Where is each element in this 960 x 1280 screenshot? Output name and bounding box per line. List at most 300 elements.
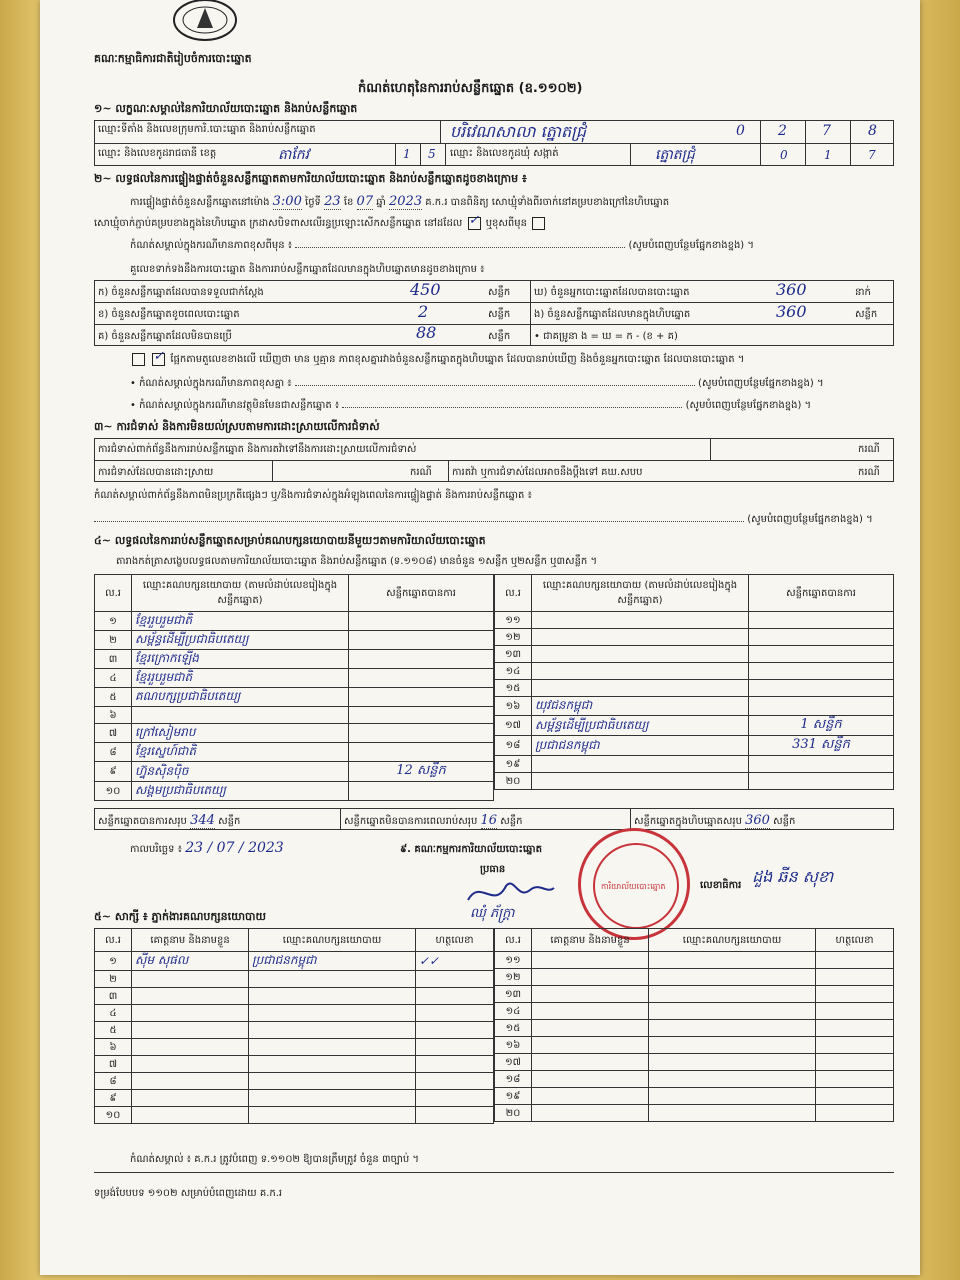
result-no: ១៥ bbox=[495, 680, 532, 697]
result-row bbox=[495, 773, 894, 790]
result-no: ២០ bbox=[495, 773, 532, 790]
witness-signature bbox=[416, 1005, 494, 1022]
result-votes bbox=[749, 663, 894, 680]
result-party: ប្រជាជនកម្ពុជា bbox=[532, 736, 749, 756]
witness-signature bbox=[816, 1088, 894, 1105]
result-no: ៥ bbox=[95, 688, 132, 707]
total-box-unit: សន្លឹក bbox=[773, 816, 796, 827]
result-party bbox=[532, 663, 749, 680]
committee-label: ៩. គណៈកម្មការការិយាល័យបោះឆ្នោត bbox=[400, 844, 542, 855]
row-d-value: 360 bbox=[776, 280, 807, 299]
result-votes bbox=[749, 680, 894, 697]
row-b-value: 2 bbox=[418, 302, 429, 321]
result-row bbox=[95, 688, 494, 707]
witness-signature bbox=[416, 1090, 494, 1107]
result-row bbox=[495, 736, 894, 756]
date-line bbox=[130, 840, 284, 857]
witness-name bbox=[532, 986, 649, 1003]
witness-name bbox=[532, 1020, 649, 1037]
result-party: សម្ព័ន្ធដើម្បីប្រជាធិបតេយ្យ bbox=[532, 716, 749, 736]
note-3 bbox=[130, 398, 920, 413]
row-c-value: 88 bbox=[416, 323, 437, 342]
col-votes: សន្លឹកឆ្នោតបានការ bbox=[749, 575, 894, 612]
row-e-value: 360 bbox=[776, 302, 807, 321]
result-votes bbox=[749, 773, 894, 790]
result-votes: 12 សន្លឹក bbox=[349, 762, 494, 782]
result-party bbox=[132, 707, 349, 724]
result-no: ១៧ bbox=[495, 716, 532, 736]
row-b-unit: សន្លឹក bbox=[488, 309, 511, 320]
results-intro-text: តារាងកត់ត្រាសង្ខេបលទ្ធផលតាមការិយាល័យបោះឆ្នោត និងរាប់សន្លឹកឆ្នោត (ទ.១១០៨) មានចំនួន ១សន្លឹក ឬ២សន្លឹក ឬ៣សន្លឹក ។ bbox=[116, 556, 598, 567]
witness-row bbox=[95, 988, 494, 1005]
witness-no: ២ bbox=[95, 971, 132, 988]
witness-name bbox=[532, 1037, 649, 1054]
result-no: ៣ bbox=[95, 650, 132, 669]
chair-name: ឈុំ ភ័ក្ត្រា bbox=[470, 906, 515, 921]
result-no: ១៨ bbox=[495, 736, 532, 756]
witness-name bbox=[132, 1005, 249, 1022]
office-label: ឈ្មោះទីតាំង និងលេខក្រុមការិ.បោះឆ្នោត និងរាប់សន្លឹកឆ្នោត bbox=[98, 124, 316, 135]
w-col-party: ឈ្មោះគណបក្សនយោបាយ bbox=[649, 929, 816, 952]
witness-party bbox=[249, 1090, 416, 1107]
witness-name bbox=[132, 1056, 249, 1073]
compare-line bbox=[130, 348, 745, 367]
result-row bbox=[495, 612, 894, 629]
results-intro bbox=[116, 554, 597, 569]
result-row bbox=[95, 707, 494, 724]
result-party: គណបក្សប្រជាធិបតេយ្យ bbox=[132, 688, 349, 707]
office-digit: 2 bbox=[778, 123, 787, 139]
result-row bbox=[95, 612, 494, 631]
official-stamp-icon bbox=[578, 828, 690, 940]
w-col-name: គោត្តនាម និងនាមខ្លួន bbox=[532, 929, 649, 952]
witness-party bbox=[249, 1073, 416, 1090]
result-votes: 1 សន្លឹក bbox=[749, 716, 894, 736]
row-d-unit: នាក់ bbox=[855, 287, 871, 298]
total-invalid-unit: សន្លឹក bbox=[500, 816, 523, 827]
witness-name: ស៊ីម សុផល bbox=[132, 952, 249, 971]
org-name: គណៈកម្មាធិការជាតិរៀបចំការបោះឆ្នោត bbox=[94, 52, 252, 65]
witness-row bbox=[95, 1107, 494, 1124]
witness-party bbox=[249, 1039, 416, 1056]
section-4-heading: ៤~ លទ្ធផលនៃការរាប់សន្លឹកឆ្នោតសម្រាប់គណបក្សនយោបាយនីមួយៗតាមការិយាល័យបោះឆ្នោត bbox=[94, 534, 486, 547]
office-digit: 7 bbox=[822, 123, 831, 139]
result-votes bbox=[749, 646, 894, 663]
no-diff-checkbox[interactable]: ✓ bbox=[153, 348, 165, 364]
province-digit: 5 bbox=[428, 147, 436, 161]
witness-party bbox=[249, 1056, 416, 1073]
same-checkbox[interactable]: ✓ bbox=[468, 212, 480, 228]
total-box-label: សន្លឹកឆ្នោតក្នុងហិបឆ្នោតសរុប bbox=[634, 816, 742, 827]
compare-text: ផ្អែកតាមតួលេខខាងលើ ឃើញថា មាន ឬគ្មាន ភាពខុសគ្នារវាងចំនួនសន្លឹកឆ្នោតក្នុងហិបឆ្នោត ដែលបានរាប់ឃើញ និងចំនួនអ្នកបោះឆ្នោត ដែលបានបោះឆ្នោត ។ bbox=[170, 354, 745, 365]
witness-row bbox=[95, 1005, 494, 1022]
w-col-name: គោត្តនាម និងនាមខ្លួន bbox=[132, 929, 249, 952]
witness-name bbox=[132, 988, 249, 1005]
result-votes bbox=[749, 697, 894, 716]
col-party: ឈ្មោះគណបក្សនយោបាយ (តាមលំដាប់លេខរៀងក្នុងសន្លឹកឆ្នោត) bbox=[132, 575, 349, 612]
witness-party bbox=[249, 1107, 416, 1124]
result-party: ខ្មែរស្នេហ៍ជាតិ bbox=[132, 743, 349, 762]
verify-year-label: ឆ្នាំ bbox=[376, 197, 386, 208]
witness-no: ៧ bbox=[95, 1056, 132, 1073]
total-invalid bbox=[344, 813, 522, 829]
witness-no: ១៥ bbox=[495, 1020, 532, 1037]
witness-no: ៣ bbox=[95, 988, 132, 1005]
result-no: ១៣ bbox=[495, 646, 532, 663]
witness-row bbox=[95, 1073, 494, 1090]
verify-time-label: ការផ្ទៀងផ្ទាត់ចំនួនសន្លឹកឆ្នោតនៅម៉ោង bbox=[130, 197, 270, 208]
office-value: បរិវេណសាលា ត្នោតជ្រុំ bbox=[450, 122, 587, 141]
witness-name bbox=[532, 1088, 649, 1105]
result-no: ១៩ bbox=[495, 756, 532, 773]
witness-signature bbox=[416, 988, 494, 1005]
result-no: ៦ bbox=[95, 707, 132, 724]
witness-no: ៨ bbox=[95, 1073, 132, 1090]
result-row bbox=[95, 762, 494, 782]
witness-no: ១៩ bbox=[495, 1088, 532, 1105]
witness-row bbox=[495, 1071, 894, 1088]
witness-row bbox=[495, 1003, 894, 1020]
objection-fill-hint: (សូមបំពេញបន្ថែមផ្នែកខាងខ្នង) ។ bbox=[747, 514, 873, 525]
witness-name bbox=[532, 952, 649, 969]
province-digit: 1 bbox=[403, 147, 411, 161]
witness-row bbox=[495, 1088, 894, 1105]
result-row bbox=[495, 716, 894, 736]
witness-name bbox=[532, 1071, 649, 1088]
col-votes: សន្លឹកឆ្នោតបានការ bbox=[349, 575, 494, 612]
result-no: ១ bbox=[95, 612, 132, 631]
verify-month-label: ខែ bbox=[343, 197, 354, 208]
witness-row bbox=[495, 969, 894, 986]
result-no: ១០ bbox=[95, 782, 132, 801]
total-invalid-label: សន្លឹកឆ្នោតមិនបានការពេលរាប់សរុប bbox=[344, 816, 478, 827]
result-row bbox=[495, 680, 894, 697]
result-party bbox=[532, 773, 749, 790]
result-party: ខ្មែរក្រោកឡើង bbox=[132, 650, 349, 669]
witness-party bbox=[649, 1037, 816, 1054]
formula: • ជាគម្រូនា ង = ឃ = ក - (ខ + គ) bbox=[534, 331, 678, 342]
note-1-label: កំណត់សម្គាល់ក្នុងករណីមានភាពខុសពីមុន ៖ bbox=[130, 240, 293, 251]
result-votes bbox=[349, 612, 494, 631]
result-party bbox=[532, 629, 749, 646]
witness-party bbox=[249, 1005, 416, 1022]
witness-signature bbox=[416, 1039, 494, 1056]
date-label: កាលបរិច្ឆេទ ៖ bbox=[130, 844, 183, 855]
w-col-no: ល.រ bbox=[95, 929, 132, 952]
commune-value: ត្នោតជ្រុំ bbox=[655, 147, 695, 163]
result-votes bbox=[349, 650, 494, 669]
witness-no: ១៨ bbox=[495, 1071, 532, 1088]
objection-row-2b: ការតវ៉ា ឬការជំទាស់ដែលអាចនឹងប្តឹងទៅ គឃ.សបប bbox=[452, 467, 643, 478]
row-a-value: 450 bbox=[410, 280, 441, 299]
result-party: ក្រៅសៀមរាប bbox=[132, 724, 349, 743]
has-diff-checkbox[interactable] bbox=[132, 353, 145, 366]
result-no: ៤ bbox=[95, 669, 132, 688]
result-no: ២ bbox=[95, 631, 132, 650]
result-no: ៩ bbox=[95, 762, 132, 782]
result-row bbox=[495, 697, 894, 716]
verify-line-2-text: សោឃ្មុំចាក់ភ្ជាប់គម្របខាងក្នុងនៃហិបឆ្នោត ក្រដាសបិទពាសលើរន្ធប្រឡោះសើកសន្លឹកឆ្នោត នៅដដែល bbox=[94, 218, 463, 229]
witness-row bbox=[495, 1105, 894, 1122]
objection-case-2: ករណី bbox=[410, 467, 432, 478]
witness-party bbox=[249, 988, 416, 1005]
province-label: ឈ្មោះ និងលេខកូដរាជធានី ខេត្ត bbox=[98, 148, 217, 159]
witness-name bbox=[132, 1107, 249, 1124]
note-1-fill-hint: (សូមបំពេញបន្ថែមផ្នែកខាងខ្នង) ។ bbox=[628, 240, 754, 251]
witness-no: ១៦ bbox=[495, 1037, 532, 1054]
result-votes bbox=[349, 631, 494, 650]
witness-row bbox=[495, 1054, 894, 1071]
verify-time: 3:00 bbox=[272, 194, 302, 209]
result-party bbox=[532, 646, 749, 663]
verify-line-2 bbox=[94, 212, 547, 231]
witness-table-right bbox=[494, 928, 894, 1122]
witness-row bbox=[495, 952, 894, 969]
witness-row bbox=[95, 952, 494, 971]
section-5-heading: ៥~ សាក្សី ៖ ភ្នាក់ងារគណបក្សនយោបាយ bbox=[94, 910, 267, 923]
witness-row bbox=[495, 986, 894, 1003]
witness-party bbox=[249, 1022, 416, 1039]
result-votes bbox=[749, 756, 894, 773]
note-3-fill-hint: (សូមបំពេញបន្ថែមផ្នែកខាងខ្នង) ។ bbox=[685, 400, 812, 411]
commune-digit: 1 bbox=[824, 148, 832, 162]
witness-party bbox=[649, 1071, 816, 1088]
witness-signature bbox=[416, 1022, 494, 1039]
witness-signature bbox=[416, 1056, 494, 1073]
witness-signature bbox=[416, 1107, 494, 1124]
witness-signature: ✓✓ bbox=[416, 952, 494, 971]
result-votes bbox=[349, 688, 494, 707]
stamp-text: ការិយាល័យបោះឆ្នោត bbox=[601, 882, 666, 891]
footer-text: ទម្រង់បែបបទ ១១០២ សម្រាប់បំពេញដោយ គ.ក.រ bbox=[94, 1188, 283, 1199]
witness-signature bbox=[816, 986, 894, 1003]
verify-year: 2023 bbox=[389, 194, 423, 209]
result-party: ខ្មែររួបរួមជាតិ bbox=[132, 612, 349, 631]
witness-party bbox=[649, 952, 816, 969]
commune-label: ឈ្មោះ និងលេខកូដឃុំ សង្កាត់ bbox=[450, 148, 559, 159]
col-party: ឈ្មោះគណបក្សនយោបាយ (តាមលំដាប់លេខរៀងក្នុងសន្លឹកឆ្នោត) bbox=[532, 575, 749, 612]
witness-signature bbox=[816, 969, 894, 986]
result-row bbox=[95, 724, 494, 743]
witness-party bbox=[649, 986, 816, 1003]
witness-no: ១១ bbox=[495, 952, 532, 969]
witness-no: ១២ bbox=[495, 969, 532, 986]
result-row bbox=[95, 669, 494, 688]
witness-signature bbox=[816, 1037, 894, 1054]
result-no: ១១ bbox=[495, 612, 532, 629]
witness-signature bbox=[416, 1073, 494, 1090]
commune-digit: 0 bbox=[780, 148, 788, 162]
row-d-label: ឃ) ចំនួនអ្នកបោះឆ្នោតដែលបានបោះឆ្នោត bbox=[534, 287, 690, 298]
result-no: ១៦ bbox=[495, 697, 532, 716]
witness-signature bbox=[816, 1020, 894, 1037]
witness-name bbox=[532, 969, 649, 986]
result-party: សម្ព័ន្ធដើម្បីប្រជាធិបតេយ្យ bbox=[132, 631, 349, 650]
section-1-heading: ១~ លក្ខណៈសម្គាល់នៃការិយាល័យបោះឆ្នោត និងរាប់សន្លឹកឆ្នោត bbox=[94, 102, 358, 115]
result-votes bbox=[349, 707, 494, 724]
witness-row bbox=[95, 1039, 494, 1056]
note-1 bbox=[130, 238, 920, 253]
witness-row bbox=[95, 1090, 494, 1107]
witness-no: ៦ bbox=[95, 1039, 132, 1056]
row-c-unit: សន្លឹក bbox=[488, 331, 511, 342]
witness-row bbox=[495, 1037, 894, 1054]
province-value: តាកែវ bbox=[278, 147, 310, 163]
result-no: ១២ bbox=[495, 629, 532, 646]
w-col-sign: ហត្ថលេខា bbox=[416, 929, 494, 952]
total-valid bbox=[98, 813, 240, 829]
result-votes bbox=[349, 669, 494, 688]
section-3-heading: ៣~ ការជំទាស់ និងការមិនយល់ស្របតាមការដោះស្រាយលើការជំទាស់ bbox=[94, 420, 380, 433]
total-invalid-value: 16 bbox=[480, 813, 498, 828]
witness-party bbox=[649, 1088, 816, 1105]
changed-label: ឬខុសពីមុន bbox=[485, 218, 527, 229]
witness-party bbox=[649, 969, 816, 986]
result-row bbox=[495, 756, 894, 773]
col-no: ល.រ bbox=[495, 575, 532, 612]
witness-no: ២០ bbox=[495, 1105, 532, 1122]
total-valid-value: 344 bbox=[190, 813, 215, 828]
witness-party: ប្រជាជនកម្ពុជា bbox=[249, 952, 416, 971]
result-party: ខ្មែររួបរួមជាតិ bbox=[132, 669, 349, 688]
result-row bbox=[95, 743, 494, 762]
result-no: ៧ bbox=[95, 724, 132, 743]
secretary-name: ដួង ឆីន សុខា bbox=[752, 867, 834, 886]
nec-logo-icon bbox=[170, 0, 240, 44]
verify-line-1-end: គ.ក.រ បានពិនិត្យ សោឃ្មុំទាំងពីរចាក់នៅគម្របខាងក្រៅនៃហិបឆ្នោត bbox=[425, 197, 670, 208]
verify-day-label: ថ្ងៃទី bbox=[305, 197, 321, 208]
witness-name bbox=[532, 1105, 649, 1122]
witness-no: ១៣ bbox=[495, 986, 532, 1003]
note-2-fill-hint: (សូមបំពេញបន្ថែមផ្នែកខាងខ្នង) ។ bbox=[698, 378, 824, 389]
office-digit: 8 bbox=[868, 123, 877, 139]
total-box-value: 360 bbox=[745, 813, 770, 828]
col-no: ល.រ bbox=[95, 575, 132, 612]
date-value: 23 / 07 / 2023 bbox=[185, 840, 284, 856]
result-party bbox=[532, 612, 749, 629]
row-a-label: ក) ចំនួនសន្លឹកឆ្នោតដែលបានទទួលជាក់ស្តែង bbox=[98, 287, 264, 298]
witness-party bbox=[649, 1054, 816, 1071]
witness-no: ៩ bbox=[95, 1090, 132, 1107]
result-row bbox=[495, 629, 894, 646]
result-row bbox=[495, 646, 894, 663]
result-party bbox=[532, 680, 749, 697]
objection-note-line bbox=[94, 512, 894, 527]
section-2-heading: ២~ លទ្ធផលនៃការផ្ទៀងផ្ទាត់ចំនួនសន្លឹកឆ្នោតតាមការិយាល័យបោះឆ្នោត និងរាប់សន្លឹកឆ្នោតដូចខាងក្រោម ៖ bbox=[94, 172, 527, 185]
changed-checkbox[interactable] bbox=[532, 217, 545, 230]
witness-party bbox=[649, 1020, 816, 1037]
witness-name bbox=[132, 1090, 249, 1107]
witness-row bbox=[95, 971, 494, 988]
witness-note: កំណត់សម្គាល់ ៖ គ.ក.រ ត្រូវបំពេញ ទ.១១០២ ឱ្យបានត្រឹមត្រូវ ចំនួន ៣ច្បាប់ ។ bbox=[130, 1154, 419, 1165]
witness-no: ៤ bbox=[95, 1005, 132, 1022]
row-b-label: ខ) ចំនួនសន្លឹកឆ្នោតខូចពេលបោះឆ្នោត bbox=[98, 309, 240, 320]
result-row bbox=[95, 782, 494, 801]
result-no: ៨ bbox=[95, 743, 132, 762]
result-no: ១៤ bbox=[495, 663, 532, 680]
witness-no: ១០ bbox=[95, 1107, 132, 1124]
witness-signature bbox=[816, 1071, 894, 1088]
witness-name bbox=[132, 1039, 249, 1056]
witness-no: ៥ bbox=[95, 1022, 132, 1039]
result-votes bbox=[749, 612, 894, 629]
result-votes bbox=[749, 629, 894, 646]
result-row bbox=[495, 663, 894, 680]
page-title: កំណត់ហេតុនៃការរាប់សន្លឹកឆ្នោត (ឧ.១១០២) bbox=[358, 81, 583, 96]
verify-month: 07 bbox=[356, 194, 374, 209]
total-valid-label: សន្លឹកឆ្នោតបានការសរុប bbox=[98, 816, 187, 827]
result-party bbox=[532, 756, 749, 773]
result-votes: 331 សន្លឹក bbox=[749, 736, 894, 756]
witness-name bbox=[132, 1073, 249, 1090]
objection-row-2a: ការជំទាស់ដែលបានដោះស្រាយ bbox=[98, 467, 214, 478]
office-digit: 0 bbox=[736, 123, 745, 139]
witness-name bbox=[532, 1054, 649, 1071]
witness-no: ១៤ bbox=[495, 1003, 532, 1020]
result-party: សង្គមប្រជាធិបតេយ្យ bbox=[132, 782, 349, 801]
verify-line-1 bbox=[130, 194, 669, 210]
note-2 bbox=[130, 376, 920, 391]
result-party: យុវជនកម្ពុជា bbox=[532, 697, 749, 716]
chair-label: ប្រធាន bbox=[480, 864, 506, 875]
witness-party bbox=[249, 971, 416, 988]
verify-day: 23 bbox=[324, 194, 341, 209]
commune-digit: 7 bbox=[868, 148, 876, 162]
result-votes bbox=[349, 782, 494, 801]
witness-row bbox=[95, 1022, 494, 1039]
row-a-unit: សន្លឹក bbox=[488, 287, 511, 298]
witness-signature bbox=[416, 971, 494, 988]
w-col-sign: ហត្ថលេខា bbox=[816, 929, 894, 952]
objection-case-3: ករណី bbox=[858, 467, 880, 478]
result-votes bbox=[349, 724, 494, 743]
witness-name bbox=[132, 971, 249, 988]
witness-name bbox=[132, 1022, 249, 1039]
secretary-label: លេខាធិការ bbox=[700, 880, 742, 891]
objection-case-1: ករណី bbox=[858, 444, 880, 455]
w-col-party: ឈ្មោះគណបក្សនយោបាយ bbox=[249, 929, 416, 952]
witness-no: ១៧ bbox=[495, 1054, 532, 1071]
row-e-label: ង) ចំនួនសន្លឹកឆ្នោតដែលមានក្នុងហិបឆ្នោត bbox=[534, 309, 691, 320]
witness-name bbox=[532, 1003, 649, 1020]
result-row bbox=[95, 650, 494, 669]
witness-no: ១ bbox=[95, 952, 132, 971]
note-2-label: • កំណត់សម្គាល់ក្នុងករណីមានភាពខុសគ្នា ៖ bbox=[130, 378, 292, 389]
total-valid-unit: សន្លឹក bbox=[218, 816, 241, 827]
note-3-label: • កំណត់សម្គាល់ក្នុងករណីមានវត្ថុមិនមែនជាសន្លឹកឆ្នោត ៖ bbox=[130, 400, 340, 411]
witness-party bbox=[649, 1105, 816, 1122]
results-table-right bbox=[494, 574, 894, 790]
results-table-left bbox=[94, 574, 494, 801]
row-c-label: គ) ចំនួនសន្លឹកឆ្នោតដែលមិនបានប្រើ bbox=[98, 331, 232, 342]
row-e-unit: សន្លឹក bbox=[855, 309, 878, 320]
total-box bbox=[634, 813, 795, 829]
witness-signature bbox=[816, 952, 894, 969]
witness-party bbox=[649, 1003, 816, 1020]
w-col-no: ល.រ bbox=[495, 929, 532, 952]
witness-signature bbox=[816, 1105, 894, 1122]
witness-table-left bbox=[94, 928, 494, 1124]
witness-row bbox=[95, 1056, 494, 1073]
witness-signature bbox=[816, 1003, 894, 1020]
witness-row bbox=[495, 1020, 894, 1037]
form-paper bbox=[40, 0, 920, 1275]
objection-note: កំណត់សម្គាល់ពាក់ព័ន្ធនឹងភាពមិនប្រក្រតីផ្សេងៗ ឬ/និងការជំទាស់ក្នុងអំឡុងពេលនៃការផ្ទៀងផ្ទាត់ និងការរាប់សន្លឹកឆ្នោត ៖ bbox=[94, 490, 532, 501]
witness-signature bbox=[816, 1054, 894, 1071]
objection-row-1: ការជំទាស់ពាក់ព័ន្ធនឹងការរាប់សន្លឹកឆ្នោត និងការតវ៉ាទៅនឹងការដោះស្រាយលើការជំទាស់ bbox=[98, 444, 417, 455]
result-party: ហ្វ៊ុនស៊ិនប៉ិច bbox=[132, 762, 349, 782]
result-row bbox=[95, 631, 494, 650]
